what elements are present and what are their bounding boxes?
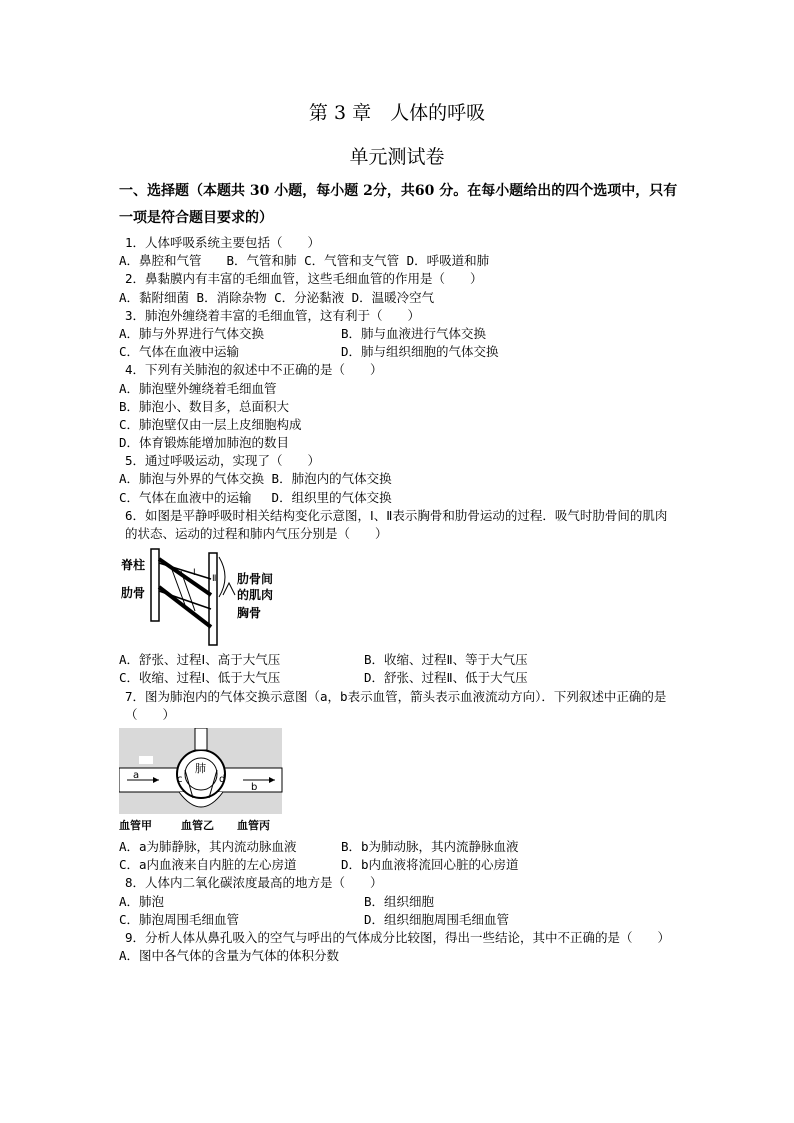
- option-row: C．气体在血液中的运输 D．组织里的气体交换: [119, 489, 392, 505]
- rib-diagram: [119, 547, 284, 647]
- option-a: A．肺与外界进行气体交换: [119, 325, 265, 341]
- option-b: B．肺与血液进行气体交换: [341, 325, 487, 341]
- option-a: A．舒张、过程Ⅰ、高于大气压: [119, 652, 281, 668]
- option-row: [119, 893, 679, 911]
- option-row: [119, 669, 679, 687]
- figure-alveolus-exchange: [119, 728, 679, 834]
- option-d: D．组织细胞周围毛细血管: [364, 911, 510, 927]
- label-lung: 肺: [195, 762, 206, 775]
- option-b: B．肺泡小、数目多，总面积大: [119, 398, 290, 414]
- question-options: A．黏附细菌 B．消除杂物 C．分泌黏液 D．温暖冷空气: [119, 289, 435, 305]
- option-c: C．收缩、过程Ⅰ、低于大气压: [119, 670, 281, 686]
- label-b: b: [251, 782, 258, 793]
- option-c: C．肺泡壁仅由一层上皮细胞构成: [119, 416, 302, 432]
- alveolus-diagram: [119, 728, 284, 834]
- option-c: C．气体在血液中运输: [119, 344, 240, 360]
- option-row: [119, 325, 679, 343]
- option-b: B．组织细胞: [364, 893, 435, 909]
- label-sternum: 胸骨: [237, 606, 262, 621]
- option-row: [119, 343, 679, 361]
- question-stem: 9．分析人体从鼻孔吸入的空气与呼出的气体成分比较图，得出一些结论，其中不正确的是（ ）: [125, 929, 671, 945]
- label-vessel-1: 血管甲: [119, 819, 152, 832]
- option-a: A．肺泡壁外缠绕着毛细血管: [119, 380, 277, 396]
- option-row: [119, 838, 679, 856]
- option-d: D．肺与组织细胞的气体交换: [341, 344, 499, 360]
- option-a: A．图中各气体的含量为气体的体积分数: [119, 948, 340, 964]
- label-process-1: Ⅰ: [193, 568, 196, 579]
- label-rib: 肋骨: [121, 586, 146, 601]
- question-stem: 3．肺泡外缠绕着丰富的毛细血管，这有利于（ ）: [125, 307, 421, 323]
- question-stem: 2．鼻黏膜内有丰富的毛细血管，这些毛细血管的作用是（ ）: [125, 271, 483, 287]
- questions-list: [119, 234, 679, 965]
- question-stem: 8．人体内二氧化碳浓度最高的地方是（ ）: [125, 875, 383, 891]
- label-spine: 脊柱: [121, 558, 146, 573]
- section-heading: 一、选择题（本题共 30 小题，每小题 2分，共60 分。在每小题给出的四个选项中，只有一项是符合题目要求的）: [119, 183, 678, 226]
- question-options: A．鼻腔和气管 B．气管和肺 C．气管和支气管 D．呼吸道和肺: [119, 253, 490, 269]
- label-process-2: Ⅱ: [212, 574, 217, 585]
- page-subtitle: 单元测试卷: [349, 146, 445, 168]
- option-d: D．舒张、过程Ⅱ、低于大气压: [364, 670, 528, 686]
- option-a: A．a为肺静脉，其内流动脉血液: [119, 839, 297, 854]
- option-row: A．肺泡与外界的气体交换 B．肺泡内的气体交换: [119, 471, 392, 487]
- label-intercostal-1: 肋骨间: [237, 572, 274, 587]
- option-d: D．b内血液将流回心脏的心房道: [341, 857, 519, 873]
- question-stem: 4．下列有关肺泡的叙述中不正确的是（ ）: [125, 362, 383, 378]
- question-stem: 1．人体呼吸系统主要包括（ ）: [125, 235, 321, 250]
- option-row: [119, 856, 679, 874]
- option-b: B．b为肺动脉，其内流静脉血液: [341, 839, 519, 854]
- label-c: c: [177, 774, 183, 785]
- option-c: C．a内血液来自内脏的左心房道: [119, 857, 297, 873]
- figure-breathing-structure: [119, 547, 679, 647]
- label-vessel-2: 血管乙: [181, 819, 214, 832]
- option-c: C．肺泡周围毛细血管: [119, 911, 240, 927]
- label-d: d: [219, 774, 226, 785]
- option-row: [119, 911, 679, 929]
- option-d: D．体育锻炼能增加肺泡的数目: [119, 435, 290, 451]
- question-stem: 7．图为肺泡内的气体交换示意图（a，b表示血管，箭头表示血液流动方向）．下列叙述中正确的是（ ）: [125, 688, 667, 722]
- option-row: [119, 651, 679, 669]
- label-intercostal-2: 的肌肉: [237, 588, 274, 603]
- option-b: B．收缩、过程Ⅱ、等于大气压: [364, 652, 528, 668]
- page-title: 第 3 章 人体的呼吸: [308, 102, 486, 124]
- label-vessel-3: 血管丙: [237, 819, 270, 832]
- option-a: A．肺泡: [119, 893, 165, 909]
- question-stem: 6．如图是平静呼吸时相关结构变化示意图，Ⅰ、Ⅱ表示胸骨和肋骨运动的过程．吸气时肋骨间的肌肉的状态、运动的过程和肺内气压分别是（ ）: [125, 507, 668, 542]
- label-a: a: [133, 770, 140, 781]
- question-stem: 5．通过呼吸运动，实现了（ ）: [125, 453, 321, 469]
